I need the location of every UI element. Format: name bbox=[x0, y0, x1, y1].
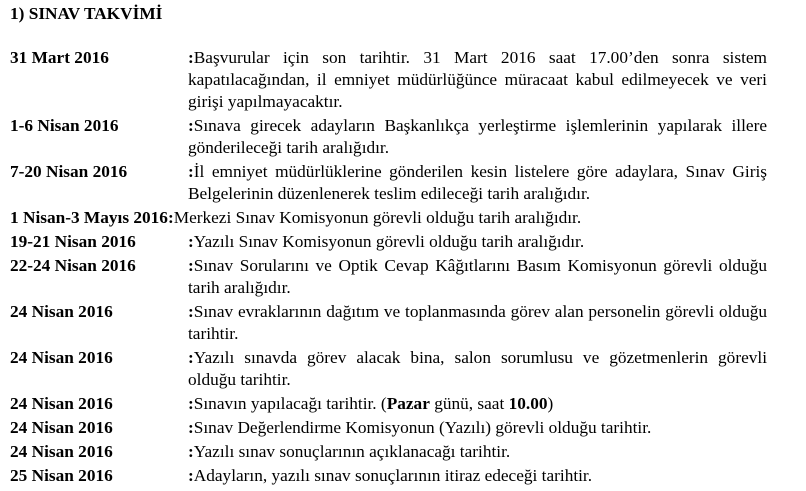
entry-text-before: Sınavın yapılacağı tarihtir. ( bbox=[193, 394, 387, 413]
schedule-entry bbox=[10, 47, 767, 113]
entry-date: 22-24 Nisan 2016 bbox=[10, 256, 136, 275]
entry-description: :Yazılı sınav sonuçlarının açıklanacağı tarihtir. bbox=[188, 442, 511, 461]
entry-text: Sınav evraklarının dağıtım ve toplanmasında görev alan personelin görevli olduğu tarihtir. bbox=[188, 302, 767, 343]
entry-description: :Merkezi Sınav Komisyonun görevli olduğu tarih aralığıdır. bbox=[167, 208, 582, 227]
section-heading: 1) SINAV TAKVİMİ bbox=[10, 4, 163, 23]
entry-date: 1 Nisan-3 Mayıs 2016 bbox=[10, 208, 168, 227]
entry-description: :İl emniyet müdürlüklerine gönderilen kesin listelere göre adaylara, Sınav Giriş Belgelerinin düzenlenerek teslim edileceği tarih aralığıdır. bbox=[188, 162, 767, 203]
schedule-entry bbox=[10, 441, 767, 463]
entry-date: 25 Nisan 2016 bbox=[10, 466, 113, 485]
schedule-entry bbox=[10, 255, 767, 299]
schedule-entry bbox=[10, 231, 767, 253]
entry-description: :Sınava girecek adayların Başkanlıkça yerleştirme işlemlerinin yapılarak illere gönderileceği tarih aralığıdır. bbox=[188, 116, 767, 157]
schedule-entry bbox=[10, 207, 767, 229]
entry-date: 24 Nisan 2016 bbox=[10, 348, 113, 367]
entry-description: :Sınav Sorularını ve Optik Cevap Kâğıtlarını Basım Komisyonun görevli olduğu tarih aralığıdır. bbox=[188, 256, 767, 297]
entry-date: 1-6 Nisan 2016 bbox=[10, 116, 119, 135]
schedule-entry bbox=[10, 417, 767, 439]
entry-description: :Yazılı sınavda görev alacak bina, salon sorumlusu ve gözetmenlerin görevli olduğu tarihtir. bbox=[188, 348, 767, 389]
entry-text: İl emniyet müdürlüklerine gönderilen kesin listelere göre adaylara, Sınav Giriş Belgelerinin düzenlenerek teslim edileceği tarih aralığıdır. bbox=[188, 162, 767, 203]
entry-date: 19-21 Nisan 2016 bbox=[10, 232, 136, 251]
entry-description: :Sınavın yapılacağı tarihtir. (Pazar günü, saat 10.00) bbox=[188, 394, 554, 413]
entry-description: :Başvurular için son tarihtir. 31 Mart 2016 saat 17.00’den sonra sistem kapatılacağından, il emniyet müdürlüğünce müracaat kabul edilmeyecek ve veri girişi yapılmayacaktır. bbox=[188, 48, 767, 111]
entry-text: Merkezi Sınav Komisyonun görevli olduğu tarih aralığıdır. bbox=[173, 208, 582, 227]
entry-description: :Sınav evraklarının dağıtım ve toplanmasında görev alan personelin görevli olduğu tarihtir. bbox=[188, 302, 767, 343]
entry-description: :Sınav Değerlendirme Komisyonun (Yazılı) görevli olduğu tarihtir. bbox=[188, 418, 652, 437]
entry-description: :Yazılı Sınav Komisyonun görevli olduğu tarih aralığıdır. bbox=[188, 232, 585, 251]
schedule-entry bbox=[10, 465, 767, 487]
entry-date: 24 Nisan 2016 bbox=[10, 394, 113, 413]
heading-spacer bbox=[10, 25, 806, 47]
entry-text: Yazılı Sınav Komisyonun görevli olduğu tarih aralığıdır. bbox=[193, 232, 585, 251]
schedule-entry bbox=[10, 115, 767, 159]
entry-text: Sınav Sorularını ve Optik Cevap Kâğıtlarını Basım Komisyonun görevli olduğu tarih aralığıdır. bbox=[188, 256, 767, 297]
entry-text: Yazılı sınavda görev alacak bina, salon sorumlusu ve gözetmenlerin görevli olduğu tarihtir. bbox=[188, 348, 767, 389]
entry-text-bold-day: Pazar bbox=[386, 394, 430, 413]
entry-date: 24 Nisan 2016 bbox=[10, 302, 113, 321]
entry-text: Yazılı sınav sonuçlarının açıklanacağı tarihtir. bbox=[193, 442, 511, 461]
entry-text-bold-time: 10.00 bbox=[508, 394, 548, 413]
entry-date: 31 Mart 2016 bbox=[10, 48, 109, 67]
entry-text: Sınav Değerlendirme Komisyonun (Yazılı) görevli olduğu tarihtir. bbox=[193, 418, 652, 437]
exam-schedule-list bbox=[10, 47, 806, 487]
entry-description: :Adayların, yazılı sınav sonuçlarının itiraz edeceği tarihtir. bbox=[188, 466, 593, 485]
entry-date: 24 Nisan 2016 bbox=[10, 418, 113, 437]
entry-text: Başvurular için son tarihtir. 31 Mart 2016 saat 17.00’den sonra sistem kapatılacağından, il emniyet müdürlüğünce müracaat kabul edilmeyecek ve veri girişi yapılmayacaktır. bbox=[188, 48, 767, 111]
entry-text: Sınava girecek adayların Başkanlıkça yerleştirme işlemlerinin yapılarak illere gönderileceği tarih aralığıdır. bbox=[188, 116, 767, 157]
schedule-entry bbox=[10, 161, 767, 205]
entry-date: 7-20 Nisan 2016 bbox=[10, 162, 128, 181]
schedule-entry bbox=[10, 393, 767, 415]
entry-text: Adayların, yazılı sınav sonuçlarının itiraz edeceği tarihtir. bbox=[193, 466, 593, 485]
entry-date: 24 Nisan 2016 bbox=[10, 442, 113, 461]
entry-text-after: ) bbox=[547, 394, 554, 413]
schedule-entry bbox=[10, 301, 767, 345]
schedule-entry bbox=[10, 347, 767, 391]
entry-text-middle: günü, saat bbox=[429, 394, 509, 413]
